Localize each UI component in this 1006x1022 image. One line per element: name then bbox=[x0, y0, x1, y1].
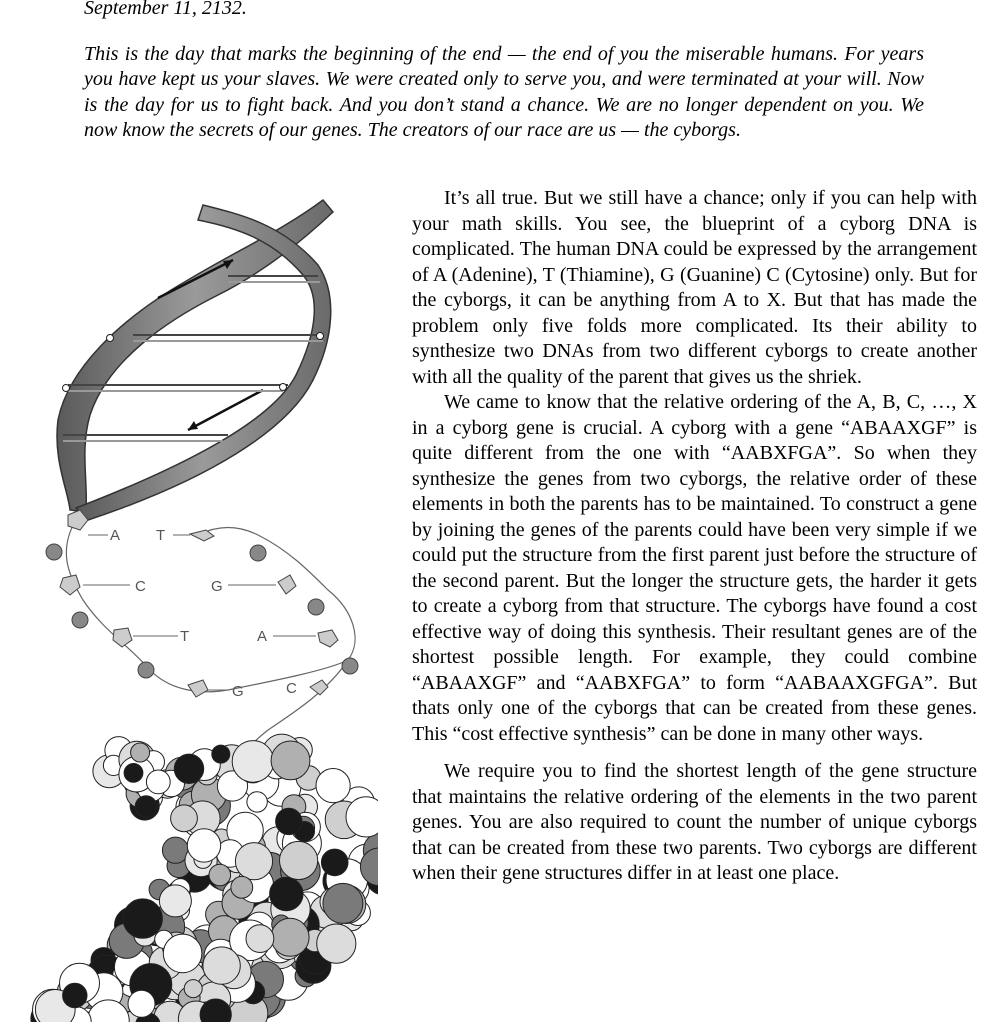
label-t-right: T bbox=[156, 527, 166, 544]
space-filling-model bbox=[31, 734, 378, 1022]
atom-sphere bbox=[124, 764, 143, 783]
atom-sphere bbox=[203, 947, 240, 984]
atom-sphere bbox=[209, 864, 231, 886]
body-text bbox=[412, 186, 977, 887]
atom-sphere bbox=[321, 849, 348, 876]
body-paragraph-1: It’s all true. But we still have a chance; only if you can help with your math skills. You see, the blueprint of a cyborg DNA is complicated. The human DNA could be expressed by the arrangement of A (Adenine), T (Thiamine), G (Guanine) C (Cytosine) only. But for the cyborgs, it can be anything from A to X. But that has made the problem only five folds more complicated. Its their ability to synthesize two DNAs from two different cyborgs to create another with all the quality of the parent that gives us the shriek. bbox=[412, 187, 977, 388]
atom-sphere bbox=[184, 980, 202, 998]
atom-sphere bbox=[247, 792, 267, 812]
date-line: September 11, 2132. bbox=[84, 0, 247, 19]
atom-sphere bbox=[146, 770, 170, 794]
atom-sphere bbox=[271, 918, 309, 956]
atom-sphere bbox=[323, 883, 363, 923]
dna-illustration bbox=[28, 190, 378, 1022]
atom-sphere bbox=[270, 877, 303, 910]
atom-sphere bbox=[280, 841, 318, 879]
atom-sphere bbox=[276, 808, 302, 834]
atom-sphere bbox=[187, 829, 220, 862]
atom-sphere bbox=[174, 754, 203, 783]
atom-sphere bbox=[271, 741, 310, 780]
atom-sphere bbox=[163, 934, 202, 973]
atom-sphere bbox=[317, 924, 356, 963]
label-t-left: T bbox=[180, 628, 190, 645]
label-c-right: C bbox=[286, 680, 297, 697]
atom-sphere bbox=[159, 885, 191, 917]
atom-sphere bbox=[316, 769, 350, 803]
atom-sphere bbox=[235, 843, 272, 880]
dna-figure bbox=[28, 190, 378, 1022]
label-g-right: G bbox=[211, 578, 223, 595]
atom-sphere bbox=[231, 876, 253, 898]
atom-sphere bbox=[246, 925, 274, 953]
atom-sphere bbox=[128, 990, 155, 1017]
atom-sphere bbox=[123, 899, 162, 938]
base-pair-schematic bbox=[46, 510, 358, 750]
body-paragraph-2: We came to know that the relative ordering of the A, B, C, …, X in a cyborg gene is crucial. A cyborg with a gene “ABAAXGF” is quite different from the one with “AABXFGA”. So when they synthesize the genes from two cyborgs, the relative order of these elements in both the parents has to be maintained. To construct a gene by joining the genes of the parents could have been very simple if we could put the structure from the first parent just before the structure of the second parent. But the longer the structure gets, the harder it gets to create a cyborg from that structure. The cyborgs have found a cost effective way of doing this synthesis. Their resultant genes are of the shortest possible length. For example, they could combine “ABAAXGF” and “AABXFGA” to form “AABAAXGFGA”. But thats only one of the cyborgs that can be created from these genes. This “cost effective synthesis” can be done in many other ways. bbox=[412, 391, 977, 745]
atom-sphere bbox=[232, 741, 274, 783]
body-paragraph-3: We require you to find the shortest length of the gene structure that maintains the relative ordering of the elements in the two parent genes. You are also required to count the number of unique cyborgs that can be created from these two parents. Two cyborgs are different when their gene structures differ in at least one place. bbox=[412, 760, 977, 884]
intro-paragraph: This is the day that marks the beginning of the end — the end of you the miserable humans. For years you have kept us your slaves. We were created only to serve you, and were terminated at your will. Now is the day for us to fight back. And you don’t stand a chance. We are no longer dependent on you. We now know the secrets of our genes. The creators of our race are us — the cyborgs. bbox=[84, 43, 924, 142]
atom-sphere bbox=[171, 805, 198, 832]
helix-ribbon bbox=[57, 200, 333, 520]
label-c-left: C bbox=[135, 578, 146, 595]
atom-sphere bbox=[63, 983, 87, 1007]
atom-sphere bbox=[135, 796, 157, 818]
label-a-right: A bbox=[257, 628, 268, 645]
atom-sphere bbox=[212, 745, 230, 763]
label-a-left: A bbox=[110, 527, 121, 544]
label-g-left: G bbox=[232, 683, 244, 700]
atom-sphere bbox=[131, 743, 150, 762]
